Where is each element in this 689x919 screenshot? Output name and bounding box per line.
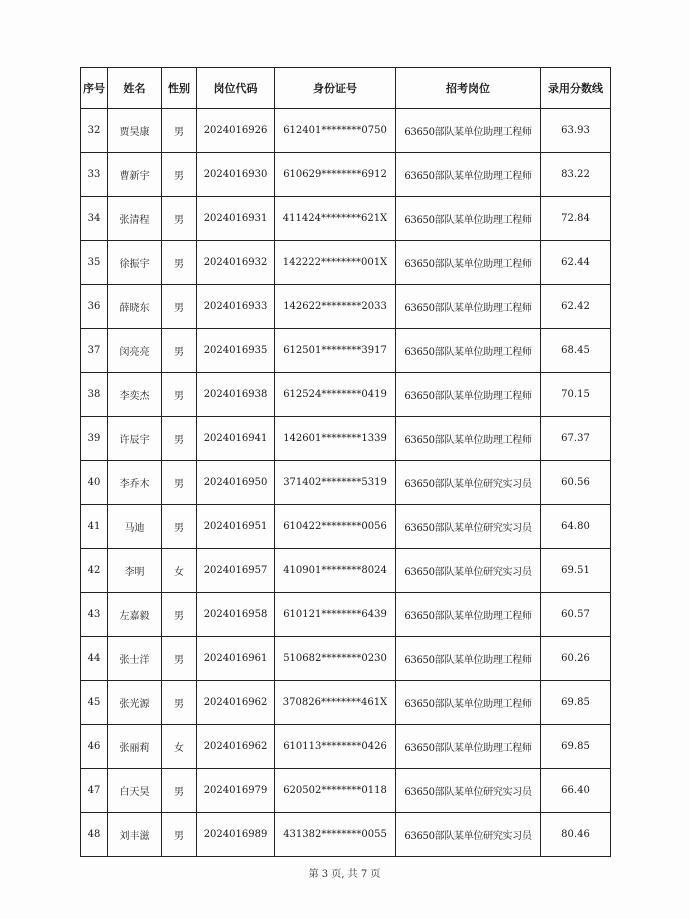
table-row	[81, 681, 611, 725]
cell-seq: 39	[81, 417, 108, 461]
cell-post-code: 2024016931	[197, 197, 275, 241]
cell-position: 63650部队某单位助理工程师	[396, 417, 541, 461]
cell-post-code: 2024016961	[197, 637, 275, 681]
table-row	[81, 417, 611, 461]
cell-score: 66.40	[541, 769, 611, 813]
cell-score: 60.26	[541, 637, 611, 681]
cell-post-code: 2024016962	[197, 725, 275, 769]
cell-score: 72.84	[541, 197, 611, 241]
cell-seq: 33	[81, 153, 108, 197]
cell-score: 69.85	[541, 681, 611, 725]
table-row	[81, 285, 611, 329]
table-row	[81, 109, 611, 153]
cell-post-code: 2024016989	[197, 813, 275, 857]
cell-gender: 男	[162, 329, 197, 373]
cell-id-number: 610113********0426	[275, 725, 396, 769]
cell-position: 63650部队某单位助理工程师	[396, 681, 541, 725]
admission-table	[80, 67, 611, 857]
cell-score: 62.42	[541, 285, 611, 329]
cell-post-code: 2024016951	[197, 505, 275, 549]
cell-id-number: 620502********0118	[275, 769, 396, 813]
cell-seq: 46	[81, 725, 108, 769]
cell-gender: 男	[162, 373, 197, 417]
cell-seq: 32	[81, 109, 108, 153]
cell-seq: 42	[81, 549, 108, 593]
header-name: 姓名	[108, 68, 162, 109]
cell-name: 徐振宇	[108, 241, 162, 285]
cell-name: 贾昊康	[108, 109, 162, 153]
cell-name: 李明	[108, 549, 162, 593]
page-footer: 第 3 页, 共 7 页	[308, 869, 381, 880]
cell-id-number: 411424********621X	[275, 197, 396, 241]
table-row	[81, 505, 611, 549]
cell-gender: 男	[162, 813, 197, 857]
table-row	[81, 593, 611, 637]
cell-seq: 38	[81, 373, 108, 417]
cell-score: 67.37	[541, 417, 611, 461]
cell-score: 60.57	[541, 593, 611, 637]
cell-name: 张丽莉	[108, 725, 162, 769]
cell-position: 63650部队某单位研究实习员	[396, 505, 541, 549]
cell-position: 63650部队某单位助理工程师	[396, 285, 541, 329]
table-row	[81, 461, 611, 505]
cell-id-number: 612501********3917	[275, 329, 396, 373]
cell-post-code: 2024016979	[197, 769, 275, 813]
cell-post-code: 2024016957	[197, 549, 275, 593]
cell-position: 63650部队某单位助理工程师	[396, 725, 541, 769]
cell-position: 63650部队某单位助理工程师	[396, 241, 541, 285]
cell-name: 白天昊	[108, 769, 162, 813]
header-post-code: 岗位代码	[197, 68, 275, 109]
cell-name: 左嘉毅	[108, 593, 162, 637]
cell-name: 马迪	[108, 505, 162, 549]
cell-post-code: 2024016938	[197, 373, 275, 417]
cell-gender: 男	[162, 109, 197, 153]
cell-id-number: 431382********0055	[275, 813, 396, 857]
cell-score: 63.93	[541, 109, 611, 153]
cell-gender: 男	[162, 593, 197, 637]
cell-position: 63650部队某单位研究实习员	[396, 549, 541, 593]
cell-gender: 男	[162, 681, 197, 725]
cell-seq: 44	[81, 637, 108, 681]
cell-seq: 37	[81, 329, 108, 373]
header-position: 招考岗位	[396, 68, 541, 109]
cell-position: 63650部队某单位助理工程师	[396, 153, 541, 197]
cell-name: 李奕杰	[108, 373, 162, 417]
cell-name: 张光源	[108, 681, 162, 725]
cell-id-number: 142601********1339	[275, 417, 396, 461]
cell-id-number: 612401********0750	[275, 109, 396, 153]
cell-seq: 48	[81, 813, 108, 857]
header-seq: 序号	[81, 68, 108, 109]
table-row	[81, 241, 611, 285]
cell-gender: 男	[162, 241, 197, 285]
cell-name: 李乔木	[108, 461, 162, 505]
cell-score: 69.51	[541, 549, 611, 593]
cell-id-number: 370826********461X	[275, 681, 396, 725]
cell-position: 63650部队某单位助理工程师	[396, 197, 541, 241]
cell-name: 刘丰滋	[108, 813, 162, 857]
cell-position: 63650部队某单位助理工程师	[396, 373, 541, 417]
table-row	[81, 769, 611, 813]
cell-score: 80.46	[541, 813, 611, 857]
cell-gender: 男	[162, 769, 197, 813]
cell-id-number: 610422********0056	[275, 505, 396, 549]
table-row	[81, 637, 611, 681]
cell-position: 63650部队某单位助理工程师	[396, 329, 541, 373]
cell-position: 63650部队某单位研究实习员	[396, 769, 541, 813]
cell-id-number: 510682********0230	[275, 637, 396, 681]
cell-name: 张士洋	[108, 637, 162, 681]
cell-name: 薛晓东	[108, 285, 162, 329]
cell-score: 69.85	[541, 725, 611, 769]
header-id-number: 身份证号	[275, 68, 396, 109]
cell-post-code: 2024016930	[197, 153, 275, 197]
table-row	[81, 197, 611, 241]
cell-id-number: 371402********5319	[275, 461, 396, 505]
cell-gender: 男	[162, 461, 197, 505]
cell-id-number: 142222********001X	[275, 241, 396, 285]
cell-position: 63650部队某单位助理工程师	[396, 109, 541, 153]
cell-post-code: 2024016935	[197, 329, 275, 373]
cell-post-code: 2024016926	[197, 109, 275, 153]
table-body	[81, 109, 611, 857]
table-row	[81, 813, 611, 857]
cell-name: 曹新宇	[108, 153, 162, 197]
cell-score: 62.44	[541, 241, 611, 285]
cell-gender: 男	[162, 285, 197, 329]
cell-seq: 41	[81, 505, 108, 549]
cell-gender: 男	[162, 417, 197, 461]
cell-position: 63650部队某单位助理工程师	[396, 593, 541, 637]
cell-post-code: 2024016933	[197, 285, 275, 329]
cell-seq: 45	[81, 681, 108, 725]
table-header-row	[81, 68, 611, 109]
table-row	[81, 373, 611, 417]
cell-score: 64.80	[541, 505, 611, 549]
cell-score: 68.45	[541, 329, 611, 373]
cell-gender: 男	[162, 153, 197, 197]
header-score: 录用分数线	[541, 68, 611, 109]
cell-id-number: 142622********2033	[275, 285, 396, 329]
cell-id-number: 610121********6439	[275, 593, 396, 637]
cell-gender: 男	[162, 505, 197, 549]
cell-name: 闵亮亮	[108, 329, 162, 373]
cell-post-code: 2024016932	[197, 241, 275, 285]
cell-id-number: 410901********8024	[275, 549, 396, 593]
cell-score: 60.56	[541, 461, 611, 505]
cell-seq: 47	[81, 769, 108, 813]
cell-gender: 男	[162, 637, 197, 681]
cell-gender: 男	[162, 197, 197, 241]
cell-post-code: 2024016950	[197, 461, 275, 505]
cell-position: 63650部队某单位研究实习员	[396, 813, 541, 857]
cell-id-number: 610629********6912	[275, 153, 396, 197]
cell-post-code: 2024016958	[197, 593, 275, 637]
header-gender: 性别	[162, 68, 197, 109]
cell-gender: 女	[162, 725, 197, 769]
cell-seq: 43	[81, 593, 108, 637]
table-row	[81, 329, 611, 373]
cell-name: 许辰宇	[108, 417, 162, 461]
cell-seq: 34	[81, 197, 108, 241]
cell-position: 63650部队某单位研究实习员	[396, 461, 541, 505]
table-row	[81, 153, 611, 197]
cell-seq: 40	[81, 461, 108, 505]
cell-seq: 35	[81, 241, 108, 285]
cell-score: 83.22	[541, 153, 611, 197]
table-row	[81, 725, 611, 769]
cell-post-code: 2024016962	[197, 681, 275, 725]
cell-score: 70.15	[541, 373, 611, 417]
cell-id-number: 612524********0419	[275, 373, 396, 417]
cell-post-code: 2024016941	[197, 417, 275, 461]
cell-position: 63650部队某单位助理工程师	[396, 637, 541, 681]
cell-gender: 女	[162, 549, 197, 593]
cell-seq: 36	[81, 285, 108, 329]
table-row	[81, 549, 611, 593]
cell-name: 张清程	[108, 197, 162, 241]
